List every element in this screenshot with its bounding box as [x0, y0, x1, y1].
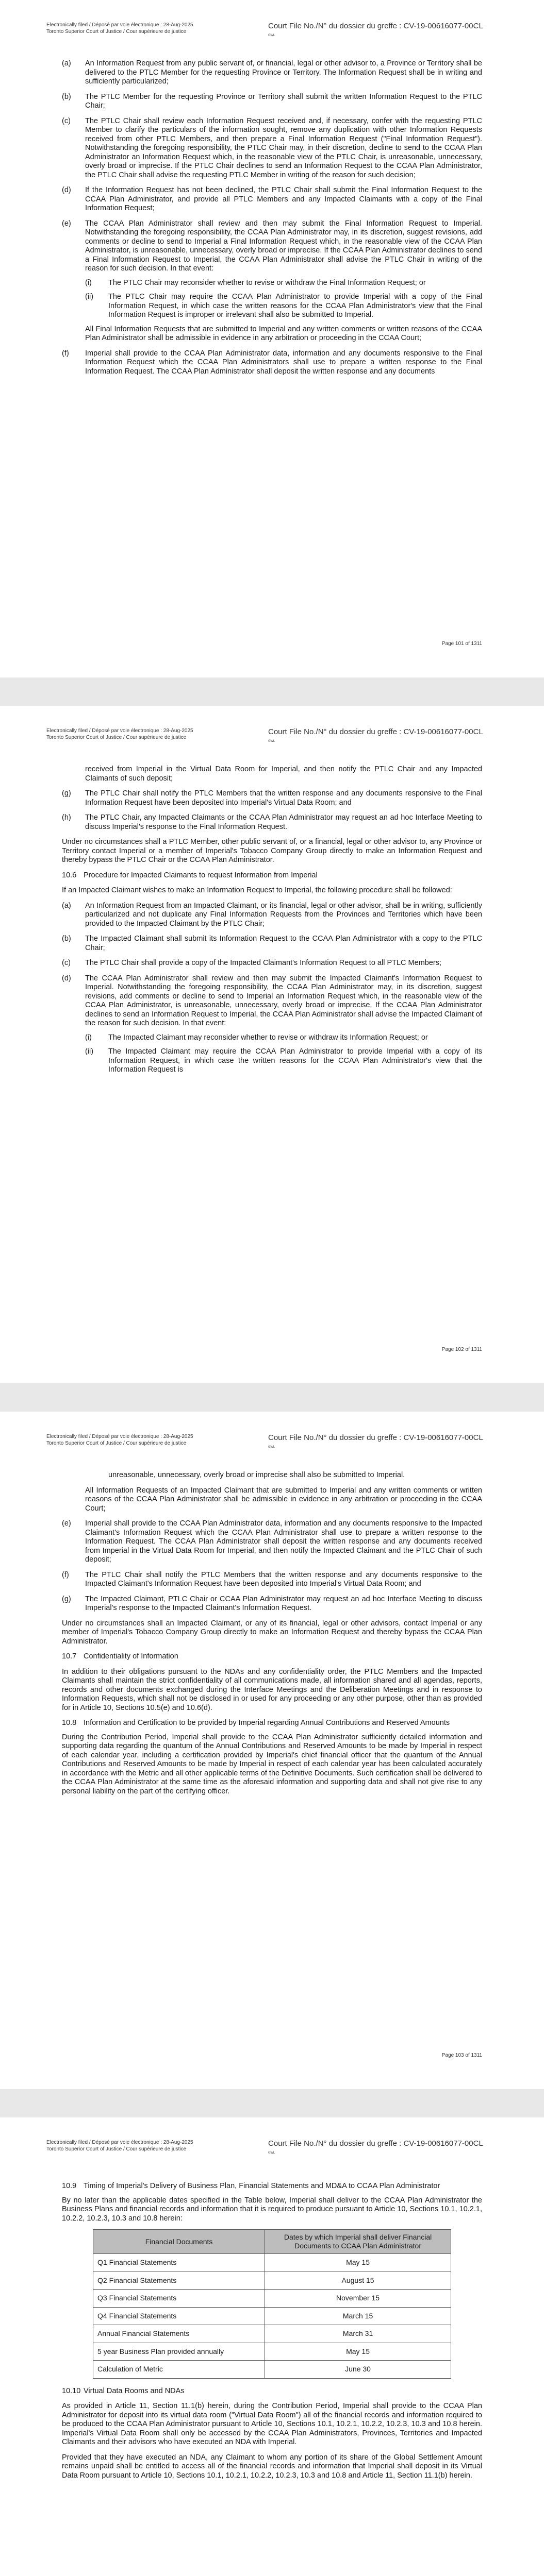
clause-d: (d) The CCAA Plan Administrator shall review and then may submit the Impacted Claimant's Information Request to Imperial. Notwithstanding the foregoing responsibility, the CCAA Plan Administrator may, in its discretion, suggest revisions, add comments or decline to send to Imperial an Information Request which, in the reasonable view of the CCAA Plan Administrator, is unreasonable, unnecessary, overly broad or imprecise. If the CCAA Plan Administrator declines to send an Information Request to Imperial, the CCAA Plan Administrator shall advise the Impacted Claimant of the reason for such decision. In that event: (i) The Impacted Claimant may reconsider whether to revise or withdraw its Information Request; or (ii) The Impacted Claimant may require the CCAA Plan Administrator to provide Imperial with a copy of its Information Request, in which case the written reasons for the CCAA Plan Administrator's view that the Information Request is	[62, 974, 482, 1074]
table-row: Calculation of Metric June 30	[93, 2361, 451, 2379]
filed-line: Electronically filed / Déposé par voie électronique : 28-Aug-2025	[46, 1434, 193, 1439]
paragraph: Under no circumstances shall a PTLC Member, other public servant of, or a financial, legal or other advisor to, any Province or Territory contact Imperial or a member of Imperial's Tobacco Company Group directly to make an Information Request and thereby bypass the PTLC Chair or the CCAA Plan Administrator.	[62, 838, 482, 864]
subclause-i: (i) The PTLC Chair may reconsider whether to revise or withdraw the Final Information Request; or	[85, 278, 426, 287]
page-body	[62, 1471, 482, 1802]
table-row: Annual Financial Statements March 31	[93, 2325, 451, 2343]
paragraph: Under no circumstances shall an Impacted Claimant, or any of its financial, legal or other advisors, contact Imperial or any member of Imperial's Tobacco Company Group directly to make an Information Request and thereby bypass the CCAA Plan Administrator.	[62, 1619, 482, 1646]
header-tag: ᴳᵂᴸ	[268, 33, 275, 38]
page-header-left	[46, 1433, 193, 1447]
court-line: Toronto Superior Court of Justice / Cour supérieure de justice	[46, 1440, 187, 1446]
table-row: 5 year Business Plan provided annually May 15	[93, 2343, 451, 2361]
financial-documents-table	[93, 2229, 451, 2379]
section-heading-10-7: 10.7 Confidentiality of Information	[62, 1652, 178, 1660]
section-heading-10-8: 10.8 Information and Certification to be provided by Imperial regarding Annual Contributions and Reserved Amounts	[62, 1719, 450, 1727]
page-header-left	[46, 22, 193, 35]
document-page-103	[0, 1412, 544, 2089]
paragraph: In addition to their obligations pursuant to the NDAs and any confidentiality order, the PTLC Members and the Impacted Claimants shall maintain the strict confidentiality of all communications made, all information shared and all agendas, reports, records and other documents exchanged during the Interface Meetings and the Deliberation Meetings and in response to Information Requests, which shall not be disclosed in or used for any proceeding or any other purpose, other than as provided for in Article 10, Sections 10.5(e) and 10.6(d).	[62, 1667, 482, 1712]
court-line: Toronto Superior Court of Justice / Cour supérieure de justice	[46, 2146, 187, 2152]
court-line: Toronto Superior Court of Justice / Cour supérieure de justice	[46, 29, 187, 35]
clause-c: (c) The PTLC Chair shall review each Information Request received and, if necessary, confer with the requesting PTLC Member to clarify the particulars of the information sought, remove any duplication with other Information Requests received from other PTLC Members, and then prepare a Final Information Request ("Final Information Request"). Notwithstanding the foregoing responsibility, the PTLC Chair may, in their discretion, decline to send to the CCAA Plan Administrator an Information Request which, in the reasonable view of the PTLC Chair, is unreasonable, unnecessary, overly broad or imprecise. If the PTLC Chair declines to send an Information Request to the CCAA Plan Administrator, the PTLC Chair shall advise the requesting PTLC Member in writing of the reason for such decision;	[62, 116, 482, 179]
table-header-row	[93, 2230, 451, 2254]
paragraph: During the Contribution Period, Imperial shall provide to the CCAA Plan Administrator sufficiently detailed information and supporting data regarding the quantum of the Annual Contributions and Reserved Amounts to be made by Imperial in respect of each calendar year, including a certification provided by Imperial's chief financial officer that the quantum of the Annual Contributions and Reserved Amounts to be made by Imperial in respect of each calendar year has been calculated accurately in accordance with the Metric and all other applicable terms of the Definitive Documents. Such certification shall be delivered to the CCAA Plan Administrator at the same time as the aforesaid information and supporting data and shall not give rise to any personal liability on the part of the certifying officer.	[62, 1733, 482, 1795]
paragraph: If an Impacted Claimant wishes to make an Information Request to Imperial, the following procedure shall be followed:	[62, 886, 452, 894]
section-heading-10-10: 10.10 Virtual Data Rooms and NDAs	[62, 2386, 185, 2395]
page-body	[62, 765, 482, 1086]
page-header-left	[46, 2139, 193, 2153]
court-file-number: Court File No./N° du dossier du greffe : CV-19-00616077-00CL	[268, 1433, 483, 1442]
table-row: Q2 Financial Statements August 15	[93, 2272, 451, 2290]
paragraph: By no later than the applicable dates specified in the Table below, Imperial shall deliver to the CCAA Plan Administrator the Business Plans and financial records and information that it is required to produce pursuant to Article 10, Sections 10.1, 10.2.1, 10.2.2, 10.2.3, 10.3 and 10.8 herein:	[62, 2196, 482, 2223]
table-row: Q1 Financial Statements May 15	[93, 2254, 451, 2272]
paragraph: Provided that they have executed an NDA, any Claimant to whom any portion of its share of the Global Settlement Amount remains unpaid shall be entitled to access all of the financial records and information that Imperial shall deposit in its Virtual Data Room pursuant to Article 10, Sections 10.1, 10.2.1, 10.2.2, 10.2.3, 10.3 and 10.8 and Article 11, Section 11.1(b) herein.	[62, 2453, 482, 2480]
column-header: Dates by which Imperial shall deliver Financial Documents to CCAA Plan Administrator	[265, 2230, 451, 2254]
column-header: Financial Documents	[93, 2230, 265, 2254]
clause-b: (b) The PTLC Member for the requesting Province or Territory shall submit the written Information Request to the PTLC Chair;	[62, 92, 482, 110]
clause-f: (f) The PTLC Chair shall notify the PTLC Members that the written response and any documents responsive to the Impacted Claimant's Information Request have been deposited into Imperial's Virtual Data Room; and	[62, 1570, 482, 1588]
clause-b: (b) The Impacted Claimant shall submit its Information Request to the CCAA Plan Administrator with a copy to the PTLC Chair;	[62, 935, 482, 952]
clause-e: (e) The CCAA Plan Administrator shall review and then may submit the Final Information Request to Imperial. Notwithstanding the foregoing responsibility, the CCAA Plan Administrator may, in its discretion, suggest revisions, add comments or decline to send to Imperial a Final Information Request which, in the reasonable view of the CCAA Plan Administrator, is unreasonable, unnecessary, overly broad or imprecise. If the CCAA Plan Administrator declines to send a Final Information Request to Imperial, the CCAA Plan Administrator shall advise the PTLC Chair in writing of the reason for such decision. In that event: (i) The PTLC Chair may reconsider whether to revise or withdraw the Final Information Request; or (ii) The PTLC Chair may require the CCAA Plan Administrator to provide Imperial with a copy of the Final Information Request, in which case the written reasons for the CCAA Plan Administrator's view that the Final Information Request is improper or irrelevant shall also be submitted to Imperial. All Final Information Requests that are submitted to Imperial and any written comments or written reasons of the CCAA Plan Administrator shall be admissible in evidence in any arbitration or proceeding in the CCAA Court;	[62, 219, 482, 342]
header-tag: ᴳᵂᴸ	[268, 2150, 275, 2156]
header-tag: ᴳᵂᴸ	[268, 739, 275, 744]
page-number: Page 102 of 1311	[441, 1347, 482, 1352]
court-file-number: Court File No./N° du dossier du greffe : CV-19-00616077-00CL	[268, 2139, 483, 2148]
clause-f: (f) Imperial shall provide to the CCAA Plan Administrator data, information and any documents responsive to the Final Information Request which the CCAA Plan Administrators shall use to prepare a written response to the Final Information Request. The CCAA Plan Administrator shall deposit the written response and any documents	[62, 349, 482, 376]
continuation-text: received from Imperial in the Virtual Data Room for Imperial, and then notify the PTLC Chair and any Impacted Claimants of such deposit;	[85, 765, 482, 783]
court-line: Toronto Superior Court of Justice / Cour supérieure de justice	[46, 735, 187, 740]
clause-h: (h) The PTLC Chair, any Impacted Claimants or the CCAA Plan Administrator may request an ad hoc Interface Meeting to discuss Imperial's response to the Final Information Request.	[62, 814, 482, 831]
subclause-ii: (ii) The Impacted Claimant may require the CCAA Plan Administrator to provide Imperial with a copy of its Information Request, in which case the written reasons for the CCAA Plan Administrator's view that the Information Request is	[85, 1047, 482, 1074]
filed-line: Electronically filed / Déposé par voie électronique : 28-Aug-2025	[46, 728, 193, 734]
section-heading-10-6: 10.6 Procedure for Impacted Claimants to request Information from Imperial	[62, 871, 318, 879]
court-file-number: Court File No./N° du dossier du greffe : CV-19-00616077-00CL	[268, 22, 483, 30]
document-page-102	[0, 706, 544, 1383]
page-number: Page 103 of 1311	[441, 2053, 482, 2058]
subclause-i: (i) The Impacted Claimant may reconsider whether to revise or withdraw its Information Request; or	[85, 1033, 428, 1042]
subclause-ii: (ii) The PTLC Chair may require the CCAA Plan Administrator to provide Imperial with a copy of the Final Information Request, in which case the written reasons for the CCAA Plan Administrator's view that the Final Information Request is improper or irrelevant shall also be submitted to Imperial.	[85, 293, 482, 319]
page-body	[62, 59, 482, 382]
clause-g: (g) The Impacted Claimant, PTLC Chair or CCAA Plan Administrator may request an ad hoc Interface Meeting to discuss Imperial's response to the Impacted Claimant's Information Request.	[62, 1595, 482, 1612]
section-heading-10-9: 10.9 Timing of Imperial's Delivery of Business Plan, Financial Statements and MD&A to CCAA Plan Administrator	[62, 2182, 440, 2190]
clause-d: (d) If the Information Request has not been declined, the PTLC Chair shall submit the Final Information Request to the CCAA Plan Administrator, and provide all PTLC Members and any Impacted Claimants with a copy of the Final Information Request;	[62, 186, 482, 212]
filed-line: Electronically filed / Déposé par voie électronique : 28-Aug-2025	[46, 2140, 193, 2145]
header-tag: ᴳᵂᴸ	[268, 1445, 275, 1450]
document-page-101	[0, 0, 544, 677]
filed-line: Electronically filed / Déposé par voie électronique : 28-Aug-2025	[46, 22, 193, 28]
paragraph: As provided in Article 11, Section 11.1(b) herein, during the Contribution Period, Imperial shall provide to the CCAA Plan Administrator for deposit into its virtual data room ("Virtual Data Room") all of the financial records and information required to be produced to the CCAA Plan Administrator pursuant to Article 10, Sections 10.1, 10.2.1, 10.2.2, 10.2.3, 10.3 and 10.8 herein. Imperial's Virtual Data Room shall only be accessed by the CCAA Plan Administrators, Provinces, Territories and Impacted Claimants and their advisors who have executed an NDA with Imperial.	[62, 2402, 482, 2446]
page-body	[62, 2177, 482, 2486]
clause-a: (a) An Information Request from an Impacted Claimant, or its financial, legal or other advisor, shall be in writing, sufficiently particularized and not duplicate any Final Information Requests from the Provinces and Territories which have been provided to the Impacted Claimant by the PTLC Chair;	[62, 901, 482, 928]
court-file-number: Court File No./N° du dossier du greffe : CV-19-00616077-00CL	[268, 727, 483, 736]
clause-a: (a) An Information Request from any public servant of, or financial, legal or other advisor to, a Province or Territory shall be delivered to the PTLC Member for the requesting Province or Territory. The Information Request shall be in writing and sufficiently particularized;	[62, 59, 482, 86]
table-row: Q3 Financial Statements November 15	[93, 2290, 451, 2308]
clause-e-closing: All Final Information Requests that are submitted to Imperial and any written comments or written reasons of the CCAA Plan Administrator shall be admissible in evidence in any arbitration or proceeding in the CCAA Court;	[85, 325, 482, 342]
clause-e: (e) Imperial shall provide to the CCAA Plan Administrator data, information and any documents responsive to the Impacted Claimant's Information Request which the CCAA Plan Administrator shall use to prepare a written response to the Information Request. The CCAA Plan Administrator shall deposit the written response and any documents received from Imperial in the Virtual Data Room for Imperial, and then notify the Impacted Claimant and the PTLC Chair of such deposit;	[62, 1519, 482, 1564]
page-number: Page 101 of 1311	[441, 641, 482, 647]
clause-c: (c) The PTLC Chair shall provide a copy of the Impacted Claimant's Information Request to all PTLC Members;	[62, 959, 442, 967]
page-header-left	[46, 727, 193, 741]
clause-g: (g) The PTLC Chair shall notify the PTLC Members that the written response and any documents responsive to the Final Information Request have been deposited into Imperial's Virtual Data Room; and	[62, 789, 482, 807]
document-page-104	[0, 2117, 544, 2576]
continuation-text-2: All Information Requests of an Impacted Claimant that are submitted to Imperial and any written comments or written reasons of the CCAA Plan Administrator shall be admissible in evidence in any arbitration or proceeding in the CCAA Court;	[85, 1486, 482, 1513]
continuation-text: unreasonable, unnecessary, overly broad or imprecise shall also be submitted to Imperial.	[108, 1471, 405, 1479]
table-row: Q4 Financial Statements March 15	[93, 2307, 451, 2325]
